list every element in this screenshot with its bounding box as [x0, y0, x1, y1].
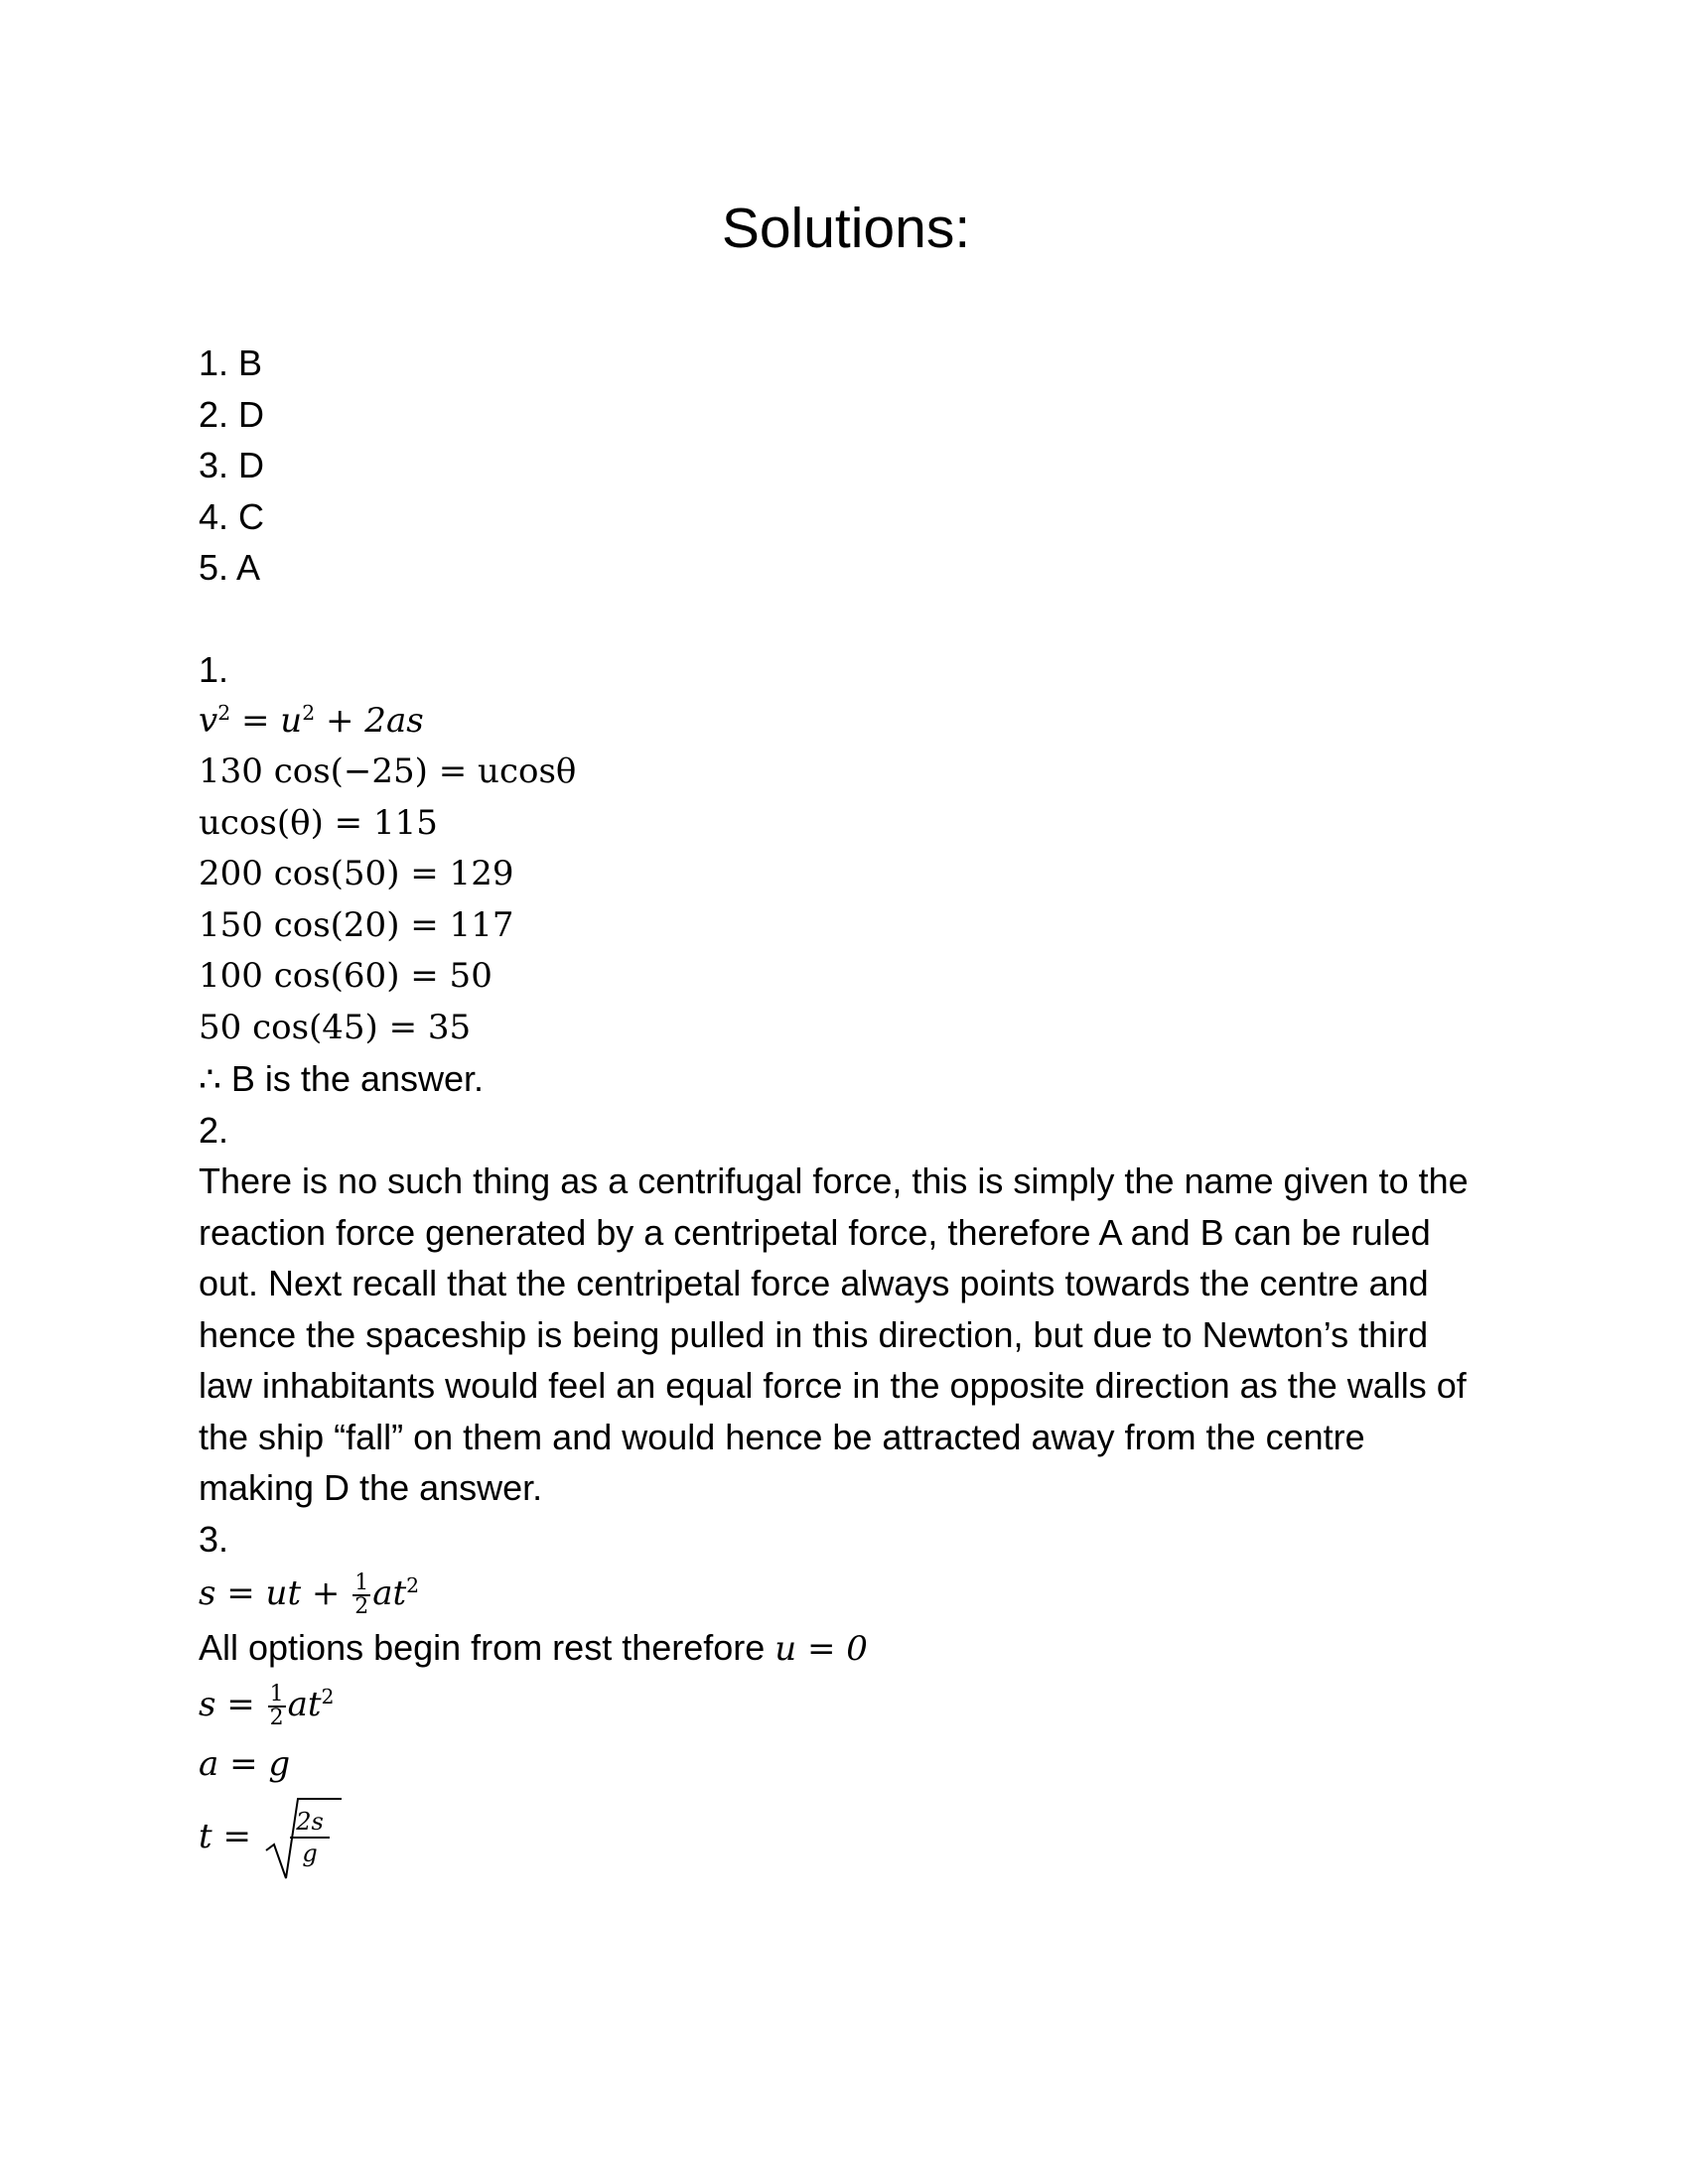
fraction-denominator: 2 [354, 1594, 369, 1619]
solution-1 [199, 644, 1489, 1105]
sqrt-denominator: g [302, 1839, 318, 1867]
eq-rhs: at [287, 1684, 322, 1724]
equation-acceleration [199, 1733, 1489, 1795]
fraction-numerator: 1 [354, 1570, 369, 1595]
solution-3-heading: 3. [199, 1518, 229, 1560]
answer-item-4: 4. C [199, 495, 265, 537]
equation-line: 100 cos(60) = 50 [199, 956, 492, 996]
equation-line: 200 cos(50) = 129 [199, 854, 514, 893]
rest-statement [199, 1622, 1489, 1676]
eq-middle: = u [230, 700, 303, 741]
var-v: v [199, 700, 218, 741]
exponent: 2 [217, 700, 231, 725]
fraction-half [268, 1681, 286, 1730]
page-title: Solutions: [721, 197, 971, 260]
exponent: 2 [406, 1572, 420, 1597]
solution-1-heading: 1. [199, 649, 229, 690]
equation-displacement [199, 1565, 1489, 1622]
solution-3 [199, 1514, 1489, 1894]
answer-item-1: 1. B [199, 342, 263, 383]
solution-2-explanation: There is no such thing as a centrifugal force, this is simply the name given to the reaction force generated by a centripetal force, therefore A and B can be ruled out. Next recall that the centripetal force always points towards the centre and hence the spaceship is being pulled in this direction, but due to Newton’s third law inhabitants would feel an equal force in the opposite direction as the walls of the ship “fall” on them and would hence be attracted away from the centre making D the answer. [199, 1160, 1469, 1508]
exponent: 2 [302, 700, 316, 725]
answer-item-3: 3. D [199, 445, 265, 485]
sqrt-numerator: 2s [290, 1807, 330, 1839]
fraction-half [352, 1572, 370, 1618]
solution-2-heading: 2. [199, 1109, 229, 1151]
solution-1-conclusion: ∴ B is the answer. [199, 1058, 485, 1099]
eq-tail: + 2as [315, 700, 424, 741]
equation-line: 130 cos(−25) = ucosθ [199, 751, 577, 791]
equation-time [199, 1795, 1489, 1894]
rest-math: u = 0 [774, 1629, 868, 1669]
answer-list [199, 338, 1489, 594]
document-body [199, 338, 1489, 1894]
rest-text: All options begin from rest therefore [199, 1627, 775, 1668]
answer-item-2: 2. D [199, 393, 265, 435]
eq-lhs: t = [199, 1816, 251, 1856]
eq-lhs: s = [199, 1684, 266, 1724]
eq-rhs: at [372, 1573, 407, 1613]
equation-line: ucos(θ) = 115 [199, 802, 438, 843]
equation-line: 50 cos(45) = 35 [199, 1007, 472, 1047]
spacer [199, 594, 1489, 645]
fraction-numerator: 1 [269, 1681, 284, 1706]
exponent: 2 [321, 1684, 335, 1708]
equation-displacement-simplified [199, 1676, 1489, 1733]
eq-lhs: s = ut + [199, 1573, 352, 1613]
answer-item-5: 5. A [199, 547, 261, 588]
fraction-denominator: 2 [269, 1705, 284, 1730]
equation-line: 150 cos(20) = 117 [199, 904, 514, 945]
solution-2 [199, 1105, 1489, 1514]
eq-text: a = g [199, 1743, 291, 1784]
equation-kinematic-velocity [199, 696, 1489, 748]
sqrt-fraction [290, 1807, 330, 1868]
